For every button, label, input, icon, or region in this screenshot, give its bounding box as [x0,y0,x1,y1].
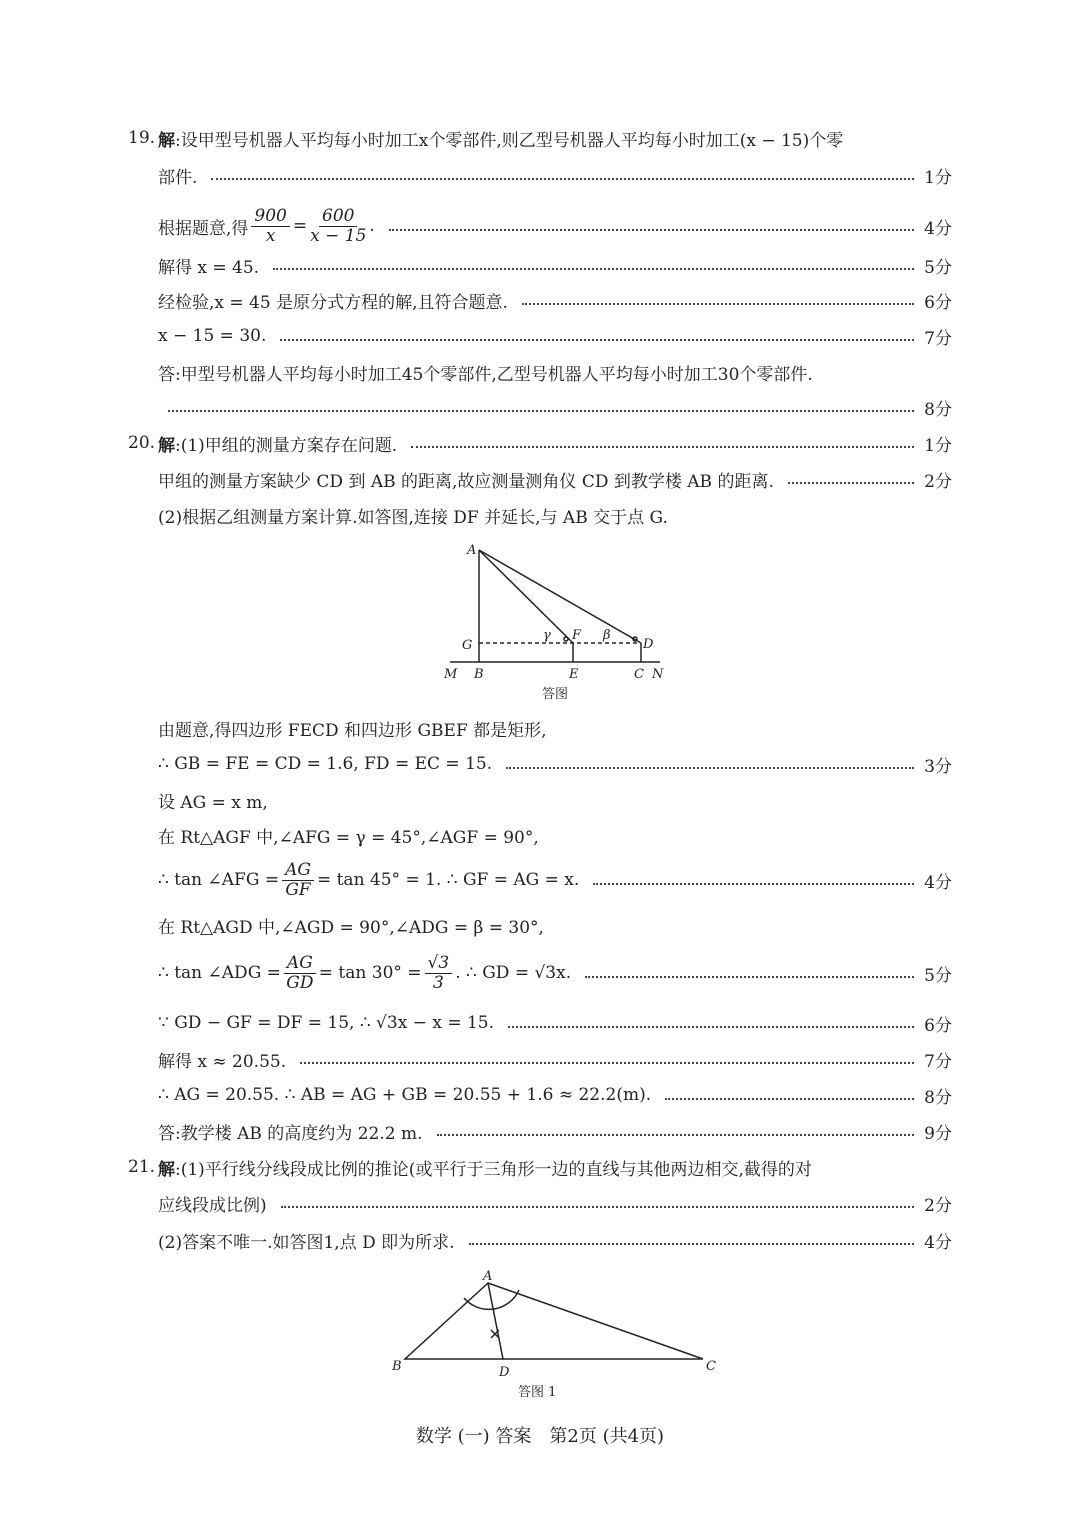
text: = tan 30° = [318,963,422,983]
label: A [467,543,477,558]
denominator: x [265,225,276,246]
line [158,502,952,528]
line [158,787,952,813]
line [158,912,952,938]
score: 2分 [924,471,952,492]
score: 1分 [924,167,952,188]
score: 8分 [924,399,952,420]
score: 5分 [924,965,952,986]
text: = tan 45° = 1. ∴ GF = AG = x. [316,870,580,890]
line [158,252,952,278]
text: ∴ tan ∠ADG = [158,963,281,983]
text: 解得 x ≈ 20.55. [158,1051,287,1072]
text: :(1)甲组的测量方案存在问题. [175,435,398,456]
line [158,1118,952,1144]
jie: 解 [158,435,175,456]
score: 7分 [924,1051,952,1072]
line [158,1190,952,1216]
text: :设甲型号机器人平均每小时加工x个零部件,则乙型号机器人平均每小时加工(x − 15)个零 [175,130,844,151]
fraction [282,861,314,899]
score: 2分 [924,1195,952,1216]
score: 8分 [924,1087,952,1108]
line [158,822,952,848]
figure-triangle [380,1260,730,1410]
q-number: 20. [128,433,156,453]
score: 1分 [924,435,952,456]
text: 由题意,得四边形 FECD 和四边形 GBEF 都是矩形, [158,720,547,741]
caption: 答图 [542,687,569,702]
q21-line [128,1154,952,1180]
text: 甲组的测量方案缺少 CD 到 AB 的距离,故应测量测角仪 CD 到教学楼 AB 的距离. [158,471,774,492]
fraction [251,207,289,245]
text: 在 Rt△AGD 中,∠AGD = 90°,∠ADG = β = 30°, [158,917,544,938]
score: 9分 [924,1123,952,1144]
denominator: x − 15 [310,225,367,246]
label: M [444,667,458,682]
text: 答:教学楼 AB 的高度约为 22.2 m. [158,1123,423,1144]
line [158,715,952,741]
caption: 答图 1 [518,1385,557,1400]
text: 设 AG = x m, [158,792,268,813]
denominator: 3 [432,972,444,993]
line [158,359,952,385]
score: 3分 [924,756,952,777]
text: . ∴ GD = √3x. [455,963,572,983]
line [158,394,952,420]
line [158,1082,952,1108]
score: 4分 [924,872,952,893]
line [158,466,952,492]
q-number: 19. [128,128,156,148]
text: 根据题意,得 [158,218,249,239]
numerator: 600 [319,207,357,227]
fraction [425,954,453,992]
text: 应线段成比例) [158,1195,267,1216]
text: 解得 x = 45. [158,257,260,278]
line [158,1010,952,1036]
line [158,287,952,313]
numerator: AG [284,954,316,974]
score: 4分 [924,1232,952,1253]
numerator: AG [282,861,314,881]
text: :(1)平行线分线段成比例的推论(或平行于三角形一边的直线与其他两边相交,截得的对 [175,1159,812,1180]
text: . [369,216,375,236]
line [158,162,952,188]
text: ∴ GB = FE = CD = 1.6, FD = EC = 15. [158,754,493,774]
line [158,860,952,900]
label: B [474,667,484,682]
denominator: GD [286,972,314,993]
text: x − 15 = 30. [158,326,267,346]
jie: 解 [158,1159,175,1180]
line [158,206,952,246]
score: 7分 [924,328,952,349]
text: 经检验,x = 45 是原分式方程的解,且符合题意. [158,292,508,313]
text: ∵ GD − GF = DF = 15, ∴ √3x − x = 15. [158,1013,495,1033]
line [158,1227,952,1253]
score: 6分 [924,1015,952,1036]
text: = [292,216,308,236]
label: N [652,667,664,682]
fraction [310,207,366,245]
label: C [706,1359,716,1374]
text: 部件. [158,167,198,188]
numerator: √3 [425,954,453,974]
text: ∴ tan ∠AFG = [158,870,280,890]
line [158,953,952,993]
text: 答:甲型号机器人平均每小时加工45个零部件,乙型号机器人平均每小时加工30个零部件. [158,364,813,385]
label: β [603,628,611,643]
line [158,751,952,777]
label: γ [543,628,551,643]
text: 在 Rt△AGF 中,∠AFG = γ = 45°,∠AGF = 90°, [158,827,539,848]
text: ∴ AG = 20.55. ∴ AB = AG + GB = 20.55 + 1.6 ≈ 22.2(m). [158,1085,652,1105]
score: 6分 [924,292,952,313]
label: E [569,667,579,682]
score: 5分 [924,257,952,278]
text: (2)答案不唯一.如答图1,点 D 即为所求. [158,1232,455,1253]
label: G [462,638,473,653]
fraction [284,954,316,992]
figure-building [430,535,680,705]
label: A [483,1269,493,1284]
q20-line [128,430,952,456]
denominator: GF [285,879,311,900]
jie: 解 [158,130,175,151]
line [158,1046,952,1072]
q-number: 21. [128,1157,156,1177]
line [158,323,952,349]
page-footer: 数学 (一) 答案 第2页 (共4页) [415,1426,665,1447]
text: (2)根据乙组测量方案计算.如答图,连接 DF 并延长,与 AB 交于点 G. [158,507,668,528]
q19-line [128,125,952,151]
label: D [499,1365,510,1380]
score: 4分 [924,218,952,239]
label: D [643,637,654,652]
numerator: 900 [251,207,289,227]
label: C [634,667,644,682]
label: F [572,628,582,643]
label: B [392,1359,402,1374]
